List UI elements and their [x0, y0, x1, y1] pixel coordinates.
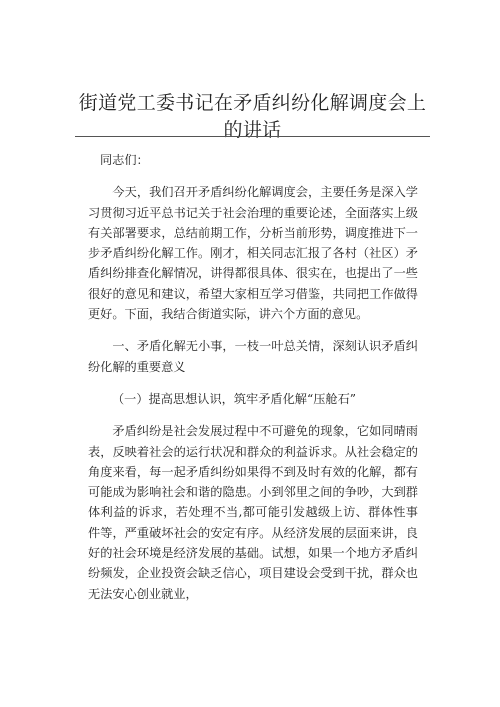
intro-paragraph: 今天，我们召开矛盾纠纷化解调度会，主要任务是深入学习贯彻习近平总书记关于社会治理的重要论述，全面落实上级有关部署要求，总结前期工作，分析当前形势，调度推进下一步矛盾纠纷化解工作。刚才，相关同志汇报了各村（社区）矛盾纠纷排查化解情况，讲得都很具体、很实在，也提出了一些很好的意见和建议，希望大家相互学习借鉴，共同把工作做得更好。下面，我结合街道实际，讲六个方面的意见。: [88, 185, 418, 322]
salutation: 同志们：: [100, 153, 149, 167]
title-divider: [75, 136, 430, 137]
subsection-heading: （一）提高思想认识，筑牢矛盾化解“压舱石”: [112, 391, 357, 406]
document-body: [88, 150, 418, 604]
body-paragraph: 矛盾纠纷是社会发展过程中不可避免的现象，它如同晴雨表，反映着社会的运行状况和群众的利益诉求。从社会稳定的角度来看，每一起矛盾纠纷如果得不到及时有效的化解，都有可能成为影响社会和谐的隐患。小到邻里之间的争吵，大到群体利益的诉求，若处理不当,都可能引发越级上访、群体性事件等，严重破坏社会的安定有序。从经济发展的层面来讲，良好的社会环境是经济发展的基础。试想，如果一个地方矛盾纠纷频发，企业投资会缺乏信心，项目建设会受到干扰，群众也无法安心创业就业，: [88, 424, 418, 601]
document-title: 街道党工委书记在矛盾纠纷化解调度会上的讲话: [78, 92, 427, 141]
section-heading: 一、矛盾化解无小事，一枝一叶总关情，深刻认识矛盾纠纷化解的重要意义: [88, 339, 418, 374]
